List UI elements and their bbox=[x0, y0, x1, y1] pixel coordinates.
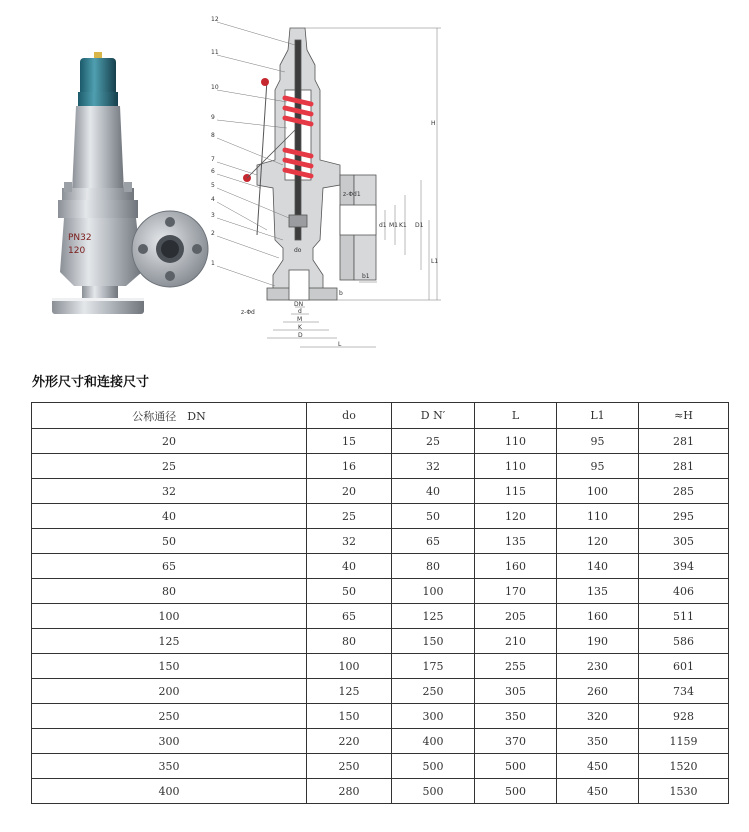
dimensions-table bbox=[31, 402, 729, 804]
table-cell: 250 bbox=[392, 679, 475, 704]
table-cell: 150 bbox=[307, 704, 392, 729]
column-header-dn: 公称通径 DN bbox=[32, 403, 307, 429]
table-cell: 285 bbox=[639, 479, 729, 504]
table-cell: 80 bbox=[32, 579, 307, 604]
table-cell: 250 bbox=[32, 704, 307, 729]
dimension-label: do bbox=[294, 247, 302, 254]
table-cell: 500 bbox=[392, 754, 475, 779]
table-cell: 280 bbox=[307, 779, 392, 804]
column-header-do: do bbox=[307, 403, 392, 429]
table-cell: 260 bbox=[557, 679, 639, 704]
table-cell: 25 bbox=[32, 454, 307, 479]
table-cell: 15 bbox=[307, 429, 392, 454]
table-cell: 100 bbox=[557, 479, 639, 504]
table-cell: 305 bbox=[639, 529, 729, 554]
table-row bbox=[32, 579, 729, 604]
table-cell: 160 bbox=[475, 554, 557, 579]
table-cell: 110 bbox=[557, 504, 639, 529]
section-title: 外形尺寸和连接尺寸 bbox=[32, 375, 150, 390]
table-cell: 95 bbox=[557, 454, 639, 479]
table-cell: 120 bbox=[475, 504, 557, 529]
table-cell: 281 bbox=[639, 454, 729, 479]
table-row bbox=[32, 529, 729, 554]
table-cell: 190 bbox=[557, 629, 639, 654]
column-header-l: L bbox=[475, 403, 557, 429]
table-cell: 320 bbox=[557, 704, 639, 729]
table-cell: 220 bbox=[307, 729, 392, 754]
dimension-label: z-Φd bbox=[241, 309, 255, 316]
table-cell: 450 bbox=[557, 779, 639, 804]
table-row bbox=[32, 504, 729, 529]
sectional-drawing bbox=[205, 10, 450, 355]
part-number: 2 bbox=[211, 230, 215, 237]
table-cell: 500 bbox=[392, 779, 475, 804]
part-number: 8 bbox=[211, 132, 215, 139]
table-cell: 350 bbox=[557, 729, 639, 754]
valve-photo bbox=[38, 42, 213, 347]
table-cell: 500 bbox=[475, 779, 557, 804]
table-cell: 406 bbox=[639, 579, 729, 604]
table-cell: 50 bbox=[32, 529, 307, 554]
dimension-label: H bbox=[431, 120, 436, 127]
table-cell: 80 bbox=[307, 629, 392, 654]
table-body bbox=[32, 429, 729, 804]
table-cell: 210 bbox=[475, 629, 557, 654]
table-cell: 400 bbox=[392, 729, 475, 754]
table-cell: 115 bbox=[475, 479, 557, 504]
column-header-h: ≈H bbox=[639, 403, 729, 429]
table-row bbox=[32, 729, 729, 754]
table-cell: 394 bbox=[639, 554, 729, 579]
table-cell: 80 bbox=[392, 554, 475, 579]
table-row bbox=[32, 554, 729, 579]
part-number: 11 bbox=[211, 49, 219, 56]
table-cell: 281 bbox=[639, 429, 729, 454]
table-cell: 734 bbox=[639, 679, 729, 704]
table-cell: 350 bbox=[32, 754, 307, 779]
valve-marking-pn: PN32 bbox=[68, 233, 92, 243]
table-cell: 1159 bbox=[639, 729, 729, 754]
table-cell: 65 bbox=[307, 604, 392, 629]
table-cell: 20 bbox=[32, 429, 307, 454]
table-cell: 511 bbox=[639, 604, 729, 629]
table-row bbox=[32, 654, 729, 679]
table-row bbox=[32, 779, 729, 804]
table-cell: 150 bbox=[32, 654, 307, 679]
part-number: 9 bbox=[211, 114, 215, 121]
dimension-label: b1 bbox=[362, 273, 370, 280]
table-cell: 110 bbox=[475, 429, 557, 454]
table-cell: 205 bbox=[475, 604, 557, 629]
table-cell: 150 bbox=[392, 629, 475, 654]
table-cell: 40 bbox=[32, 504, 307, 529]
dimension-label: L1 bbox=[431, 258, 439, 265]
table-cell: 40 bbox=[392, 479, 475, 504]
table-cell: 295 bbox=[639, 504, 729, 529]
part-number: 7 bbox=[211, 156, 215, 163]
table-row bbox=[32, 429, 729, 454]
table-cell: 32 bbox=[392, 454, 475, 479]
table-header-row bbox=[32, 403, 729, 429]
table-cell: 370 bbox=[475, 729, 557, 754]
table-cell: 32 bbox=[307, 529, 392, 554]
table-cell: 601 bbox=[639, 654, 729, 679]
table-cell: 230 bbox=[557, 654, 639, 679]
dimension-label: K1 bbox=[399, 222, 407, 229]
table-cell: 400 bbox=[32, 779, 307, 804]
dimension-label: M bbox=[297, 316, 303, 323]
dimension-label: DN bbox=[294, 301, 304, 308]
table-row bbox=[32, 479, 729, 504]
table-cell: 50 bbox=[392, 504, 475, 529]
dimension-label: b bbox=[339, 290, 343, 297]
dimension-label: d1 bbox=[379, 222, 387, 229]
table-cell: 50 bbox=[307, 579, 392, 604]
table-cell: 160 bbox=[557, 604, 639, 629]
dimension-label: D1 bbox=[415, 222, 424, 229]
part-number: 10 bbox=[211, 84, 219, 91]
table-cell: 120 bbox=[557, 529, 639, 554]
table-cell: 200 bbox=[32, 679, 307, 704]
table-cell: 170 bbox=[475, 579, 557, 604]
table-cell: 16 bbox=[307, 454, 392, 479]
table-cell: 100 bbox=[392, 579, 475, 604]
table-cell: 25 bbox=[392, 429, 475, 454]
table-cell: 110 bbox=[475, 454, 557, 479]
part-number: 12 bbox=[211, 16, 219, 23]
table-cell: 20 bbox=[307, 479, 392, 504]
table-cell: 135 bbox=[475, 529, 557, 554]
table-cell: 32 bbox=[32, 479, 307, 504]
table-cell: 1530 bbox=[639, 779, 729, 804]
table-cell: 450 bbox=[557, 754, 639, 779]
table-cell: 95 bbox=[557, 429, 639, 454]
table-row bbox=[32, 679, 729, 704]
valve-marking-size: 120 bbox=[68, 246, 86, 256]
table-cell: 125 bbox=[307, 679, 392, 704]
table-cell: 300 bbox=[392, 704, 475, 729]
table-cell: 300 bbox=[32, 729, 307, 754]
table-row bbox=[32, 454, 729, 479]
table-cell: 586 bbox=[639, 629, 729, 654]
table-cell: 125 bbox=[392, 604, 475, 629]
table-cell: 125 bbox=[32, 629, 307, 654]
table-cell: 100 bbox=[307, 654, 392, 679]
table-cell: 100 bbox=[32, 604, 307, 629]
dimension-label: d bbox=[298, 308, 302, 315]
table-cell: 928 bbox=[639, 704, 729, 729]
table-cell: 25 bbox=[307, 504, 392, 529]
column-header-l1: L1 bbox=[557, 403, 639, 429]
table-cell: 40 bbox=[307, 554, 392, 579]
table-row bbox=[32, 704, 729, 729]
part-number: 4 bbox=[211, 196, 215, 203]
table-cell: 500 bbox=[475, 754, 557, 779]
part-number: 5 bbox=[211, 182, 215, 189]
table-row bbox=[32, 629, 729, 654]
table-row bbox=[32, 604, 729, 629]
table-cell: 175 bbox=[392, 654, 475, 679]
table-cell: 135 bbox=[557, 579, 639, 604]
table-cell: 250 bbox=[307, 754, 392, 779]
part-number: 6 bbox=[211, 168, 215, 175]
table-cell: 255 bbox=[475, 654, 557, 679]
table-cell: 140 bbox=[557, 554, 639, 579]
table-cell: 65 bbox=[32, 554, 307, 579]
table-cell: 350 bbox=[475, 704, 557, 729]
dimension-label: K bbox=[298, 324, 302, 331]
table-cell: 65 bbox=[392, 529, 475, 554]
dimension-label: z-Φd1 bbox=[343, 191, 361, 198]
part-number: 3 bbox=[211, 212, 215, 219]
part-number: 1 bbox=[211, 260, 215, 267]
table-cell: 1520 bbox=[639, 754, 729, 779]
table-cell: 305 bbox=[475, 679, 557, 704]
column-header-dn-prime: D N′ bbox=[392, 403, 475, 429]
table-row bbox=[32, 754, 729, 779]
dimension-label: M1 bbox=[389, 222, 398, 229]
dimension-label: L bbox=[338, 341, 342, 348]
dimension-label: D bbox=[298, 332, 303, 339]
